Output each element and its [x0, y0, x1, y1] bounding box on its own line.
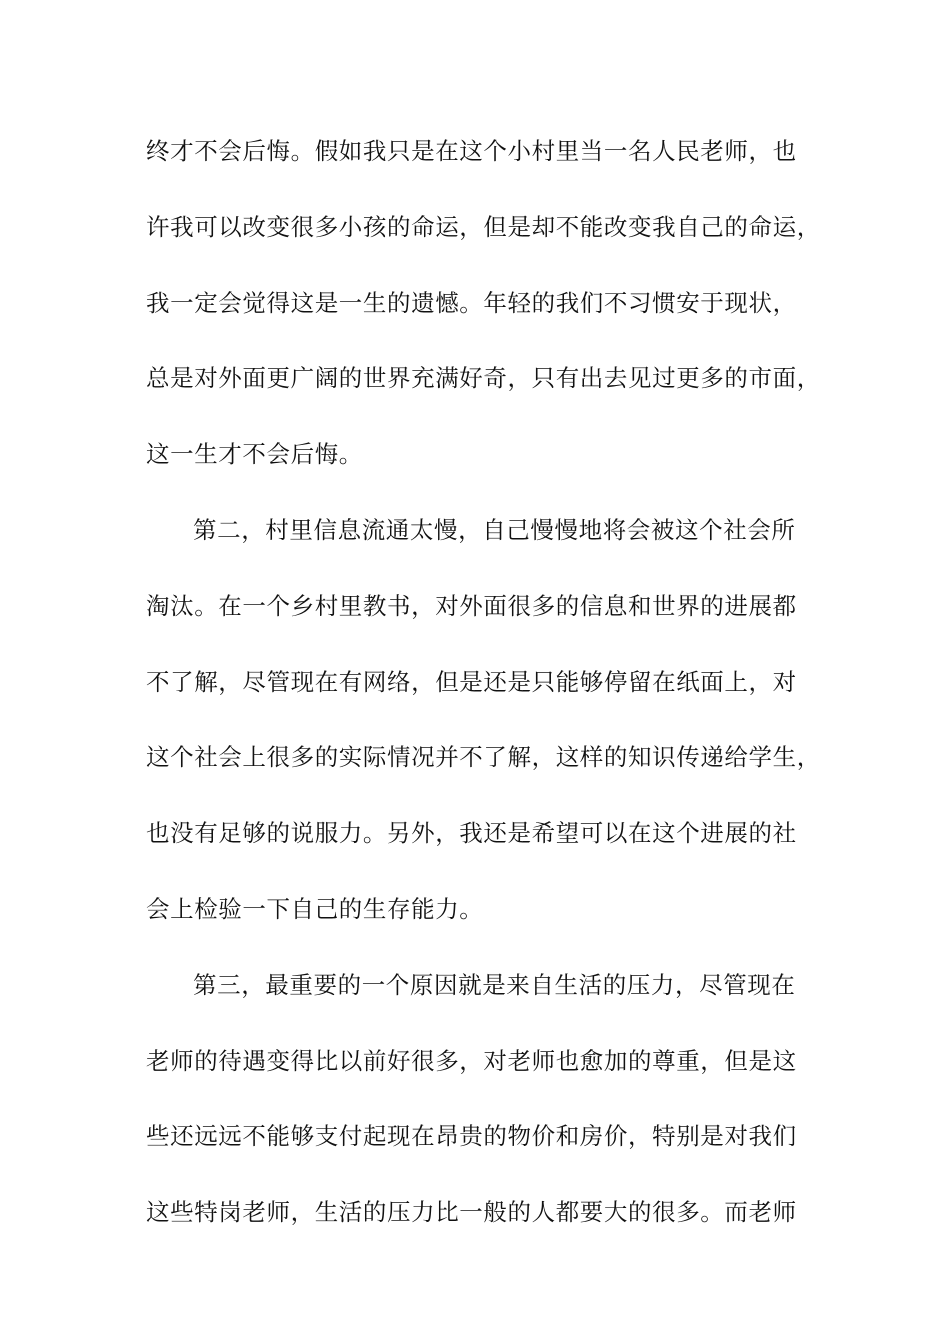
text-line: 不了解，尽管现在有网络，但是还是只能够停留在纸面上，对	[146, 667, 797, 696]
paragraph-start-line: 第三，最重要的一个原因就是来自生活的压力，尽管现在	[193, 970, 796, 999]
text-line: 老师的待遇变得比以前好很多，对老师也愈加的尊重，但是这	[146, 1046, 797, 1075]
text-line: 会上检验一下自己的生存能力。	[146, 894, 484, 923]
text-line: 我一定会觉得这是一生的遗憾。年轻的我们不习惯安于现状，	[146, 288, 797, 317]
text-line: 也没有足够的说服力。另外，我还是希望可以在这个进展的社	[146, 819, 797, 848]
text-line: 许我可以改变很多小孩的命运，但是却不能改变我自己的命运，	[146, 212, 821, 241]
body-text	[146, 128, 821, 1265]
text-line: 这些特岗老师，生活的压力比一般的人都要大的很多。而老师	[146, 1198, 797, 1227]
text-line: 这个社会上很多的实际情况并不了解，这样的知识传递给学生，	[146, 743, 821, 772]
paragraph-start-line: 第二，村里信息流通太慢，自己慢慢地将会被这个社会所	[193, 515, 796, 544]
text-line: 些还远远不能够支付起现在昂贵的物价和房价，特别是对我们	[146, 1122, 797, 1151]
text-line: 这一生才不会后悔。	[146, 440, 363, 469]
text-line: 淘汰。在一个乡村里教书，对外面很多的信息和世界的进展都	[146, 591, 797, 620]
text-line: 总是对外面更广阔的世界充满好奇，只有出去见过更多的市面，	[146, 364, 821, 393]
text-line: 终才不会后悔。假如我只是在这个小村里当一名人民老师，也	[146, 137, 797, 165]
